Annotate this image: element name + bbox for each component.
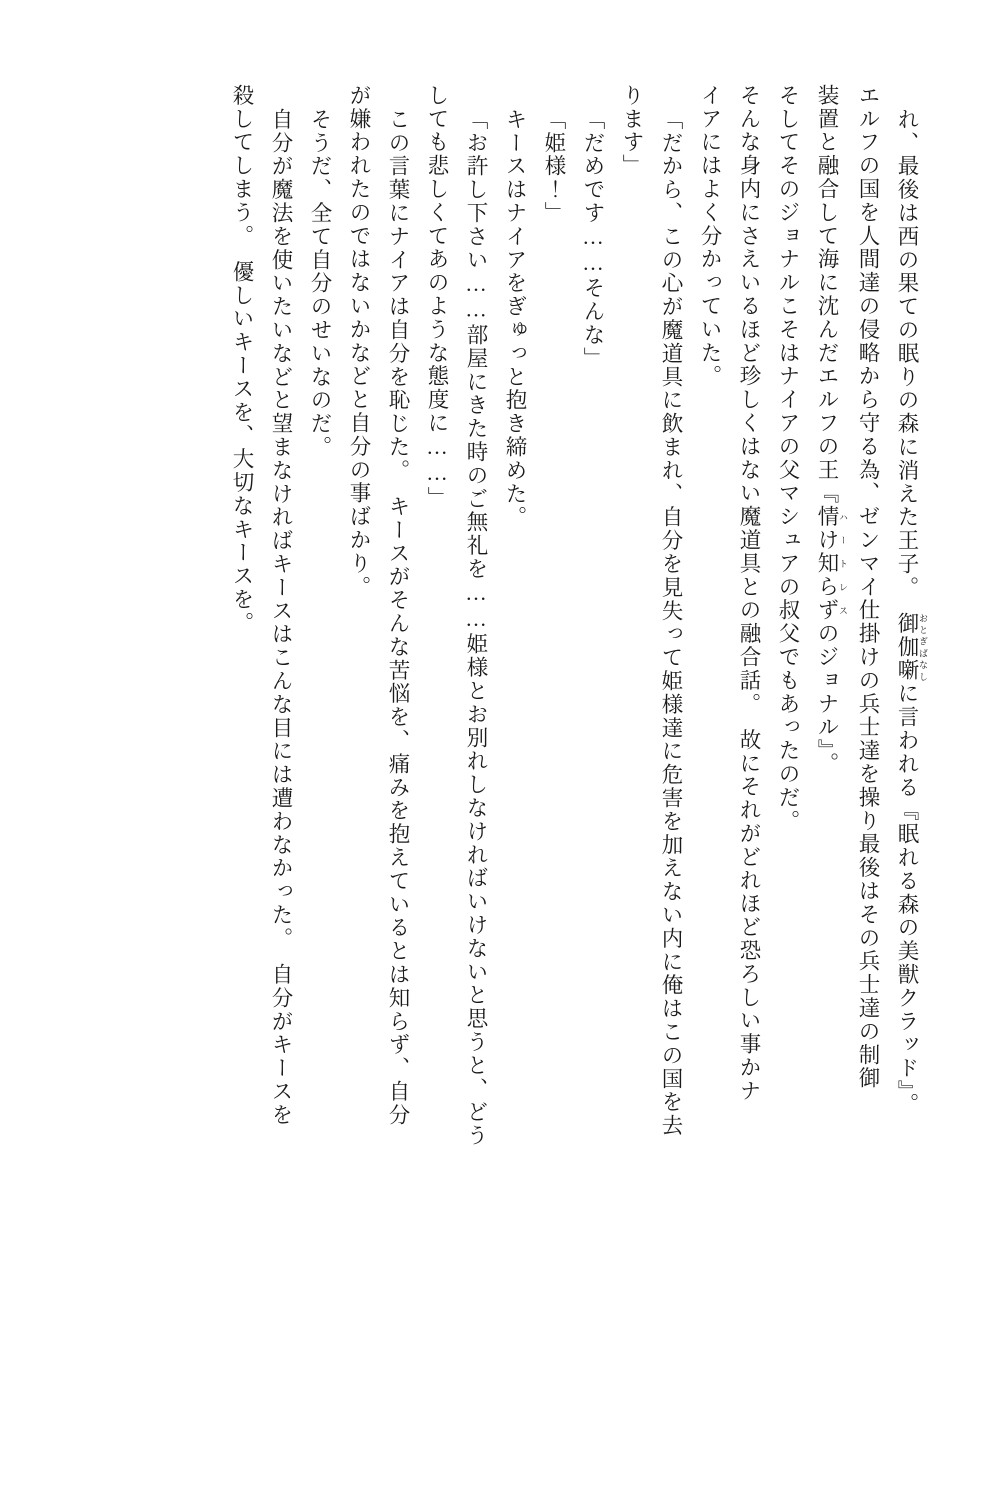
paragraph: れ、最後は西の果ての眠りの森に消えた王子。 御伽噺 おとぎばなしに言われる『眠れる森の美獣クラッド』。 <box>895 108 928 1117</box>
paragraph: しても悲しくてあのような態度に……」 <box>425 84 449 511</box>
paragraph: 「だめです……そんな」 <box>581 108 605 371</box>
paragraph: そんな身内にさえいるほど珍しくはない魔道具との融合話。 故にそれがどれほど恐ろしい事かナ <box>737 84 761 1103</box>
paragraph: 装置と融合して海に沈んだエルフの王『情け知らず ハートレスのジョナル』。 <box>815 84 848 776</box>
paragraph: 自分が魔法を使いたいなどと望まなければキースはこんな目には遭わなかった。 自分がキースを <box>269 108 293 1127</box>
paragraph: 「お許し下さい……部屋にきた時のご無礼を……姫様とお別れしなければいけないと思うと、どう <box>464 108 488 1148</box>
paragraph: そうだ、全て自分のせいなのだ。 <box>308 108 332 459</box>
paragraph: イアにはよく分かっていた。 <box>698 84 722 389</box>
ruby-heartless: 情け知らず ハートレス <box>815 505 848 623</box>
paragraph: 「だから、この心が魔道具に飲まれ、自分を見失って姫様達に危害を加えない内に俺はこの国を去 <box>659 108 683 1138</box>
vertical-text-body <box>64 84 928 1414</box>
paragraph: 殺してしまう。 優しいキースを、大切なキースを。 <box>230 84 254 635</box>
paragraph: 「姫様！」 <box>542 108 566 225</box>
paragraph: そしてそのジョナルこそはナイアの父マシュアの叔父でもあったのだ。 <box>776 84 800 833</box>
paragraph: が嫌われたのではないかなどと自分の事ばかり。 <box>347 84 371 599</box>
paragraph: キースはナイアをぎゅっと抱き締めた。 <box>503 108 527 530</box>
paragraph: エルフの国を人間達の侵略から守る為、ゼンマイ仕掛けの兵士達を操り最後はその兵士達の制御 <box>856 84 880 1091</box>
paragraph: ります」 <box>620 84 644 178</box>
paragraph: この言葉にナイアは自分を恥じた。 キースがそんな苦悩を、痛みを抱えているとは知らず、自分 <box>386 108 410 1127</box>
ruby-otogibanashi: 御伽噺 おとぎばなし <box>895 612 928 683</box>
